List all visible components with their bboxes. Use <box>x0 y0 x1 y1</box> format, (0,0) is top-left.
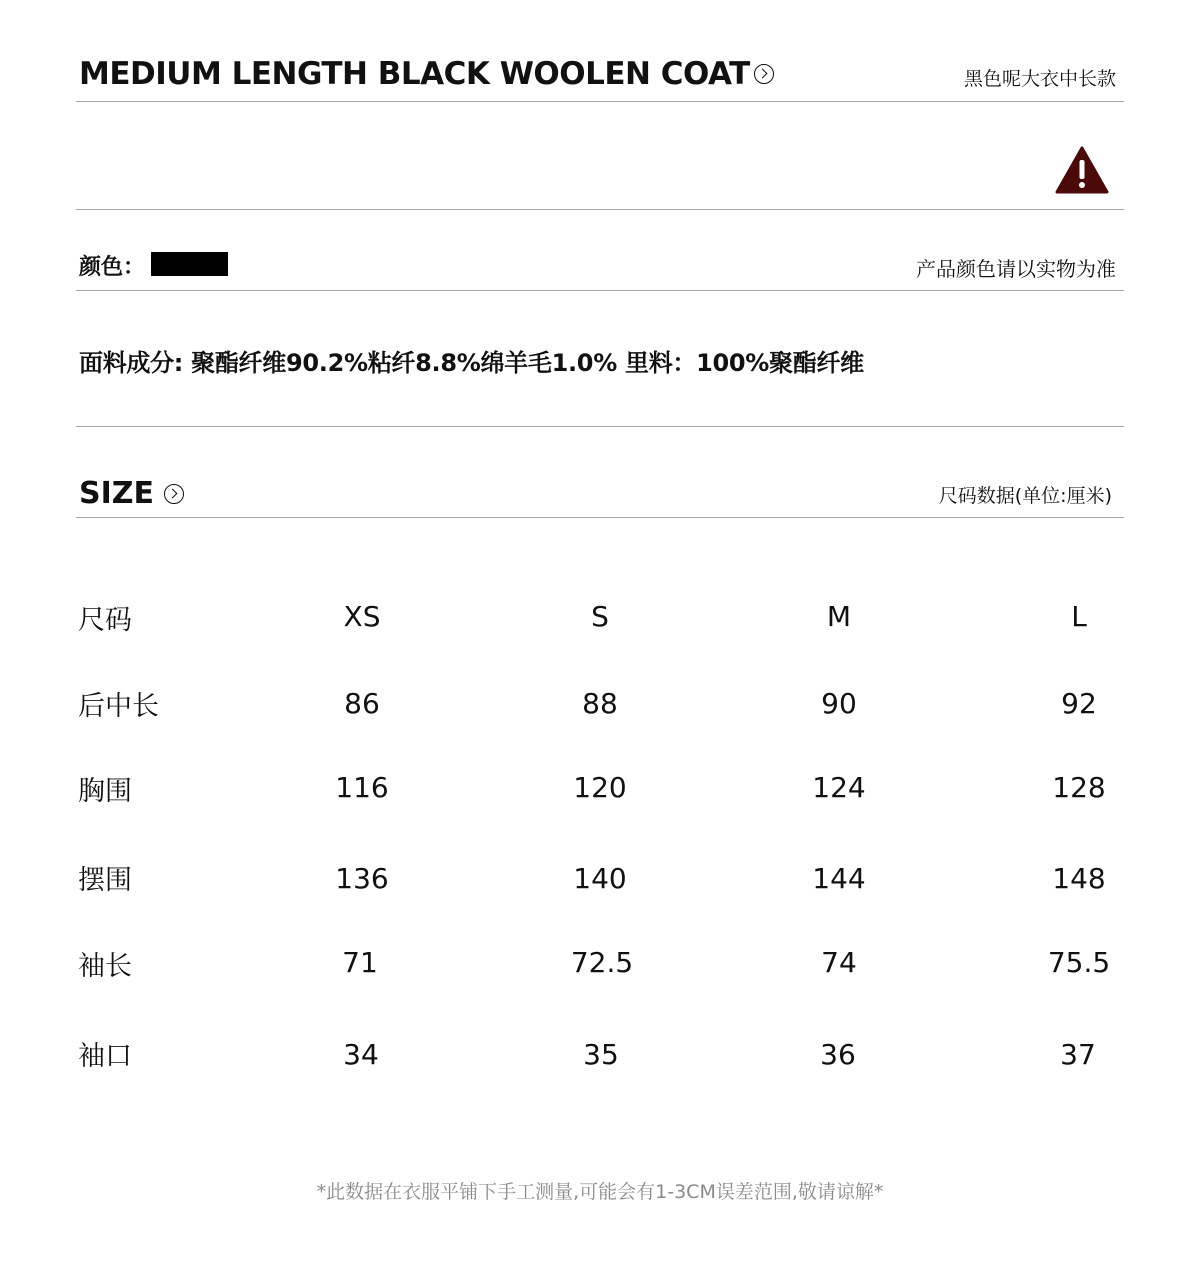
size-row-label: 胸围 <box>78 776 132 807</box>
size-cell: 140 <box>573 862 627 895</box>
warning-triangle-icon <box>1055 146 1109 194</box>
size-cell: 35 <box>583 1038 619 1071</box>
size-cell: 128 <box>1052 771 1106 804</box>
size-cell: XS <box>343 600 381 633</box>
size-row-label: 尺码 <box>78 605 132 636</box>
color-swatch <box>151 252 228 276</box>
size-row-label: 后中长 <box>78 691 159 722</box>
size-title-text: SIZE <box>79 476 155 511</box>
divider <box>76 290 1124 291</box>
size-row-label: 摆围 <box>78 865 132 896</box>
divider <box>76 101 1124 102</box>
size-section-title <box>79 476 184 511</box>
divider <box>76 517 1124 518</box>
size-cell: L <box>1071 600 1087 633</box>
size-cell: 72.5 <box>570 946 634 979</box>
size-cell: 34 <box>343 1038 379 1071</box>
size-cell: 71 <box>342 946 378 979</box>
product-title <box>79 56 774 92</box>
size-cell: 90 <box>821 687 857 720</box>
color-label: 颜色： <box>79 255 146 280</box>
size-cell: 74 <box>821 946 857 979</box>
chevron-right-circle-icon <box>754 64 774 84</box>
size-cell: 124 <box>812 771 866 804</box>
size-cell: 75.5 <box>1047 946 1111 979</box>
product-title-text: MEDIUM LENGTH BLACK WOOLEN COAT <box>79 56 750 92</box>
divider <box>76 426 1124 427</box>
size-cell: 88 <box>582 687 618 720</box>
size-row-label: 袖口 <box>78 1041 132 1072</box>
size-cell: 86 <box>344 687 380 720</box>
material-composition: 面料成分: 聚酯纤维90.2%粘纤8.8%绵羊毛1.0% 里料：100%聚酯纤维 <box>79 349 864 377</box>
size-cell: 136 <box>335 862 389 895</box>
chevron-right-circle-icon <box>164 484 184 504</box>
divider <box>76 209 1124 210</box>
measurement-footnote: *此数据在衣服平铺下手工测量,可能会有1-3CM误差范围,敬请谅解* <box>316 1181 884 1203</box>
size-row-label: 袖长 <box>78 951 132 982</box>
size-cell: 92 <box>1061 687 1097 720</box>
size-cell: M <box>826 600 852 633</box>
size-cell: 144 <box>812 862 866 895</box>
size-cell: 36 <box>820 1038 856 1071</box>
size-cell: S <box>591 600 609 633</box>
color-note: 产品颜色请以实物为准 <box>916 257 1116 281</box>
size-unit-note: 尺码数据(单位:厘米) <box>938 485 1112 507</box>
size-cell: 116 <box>335 771 389 804</box>
size-cell: 120 <box>573 771 627 804</box>
size-cell: 37 <box>1060 1038 1096 1071</box>
size-cell: 148 <box>1052 862 1106 895</box>
product-subtitle-cn: 黑色呢大衣中长款 <box>963 68 1116 90</box>
